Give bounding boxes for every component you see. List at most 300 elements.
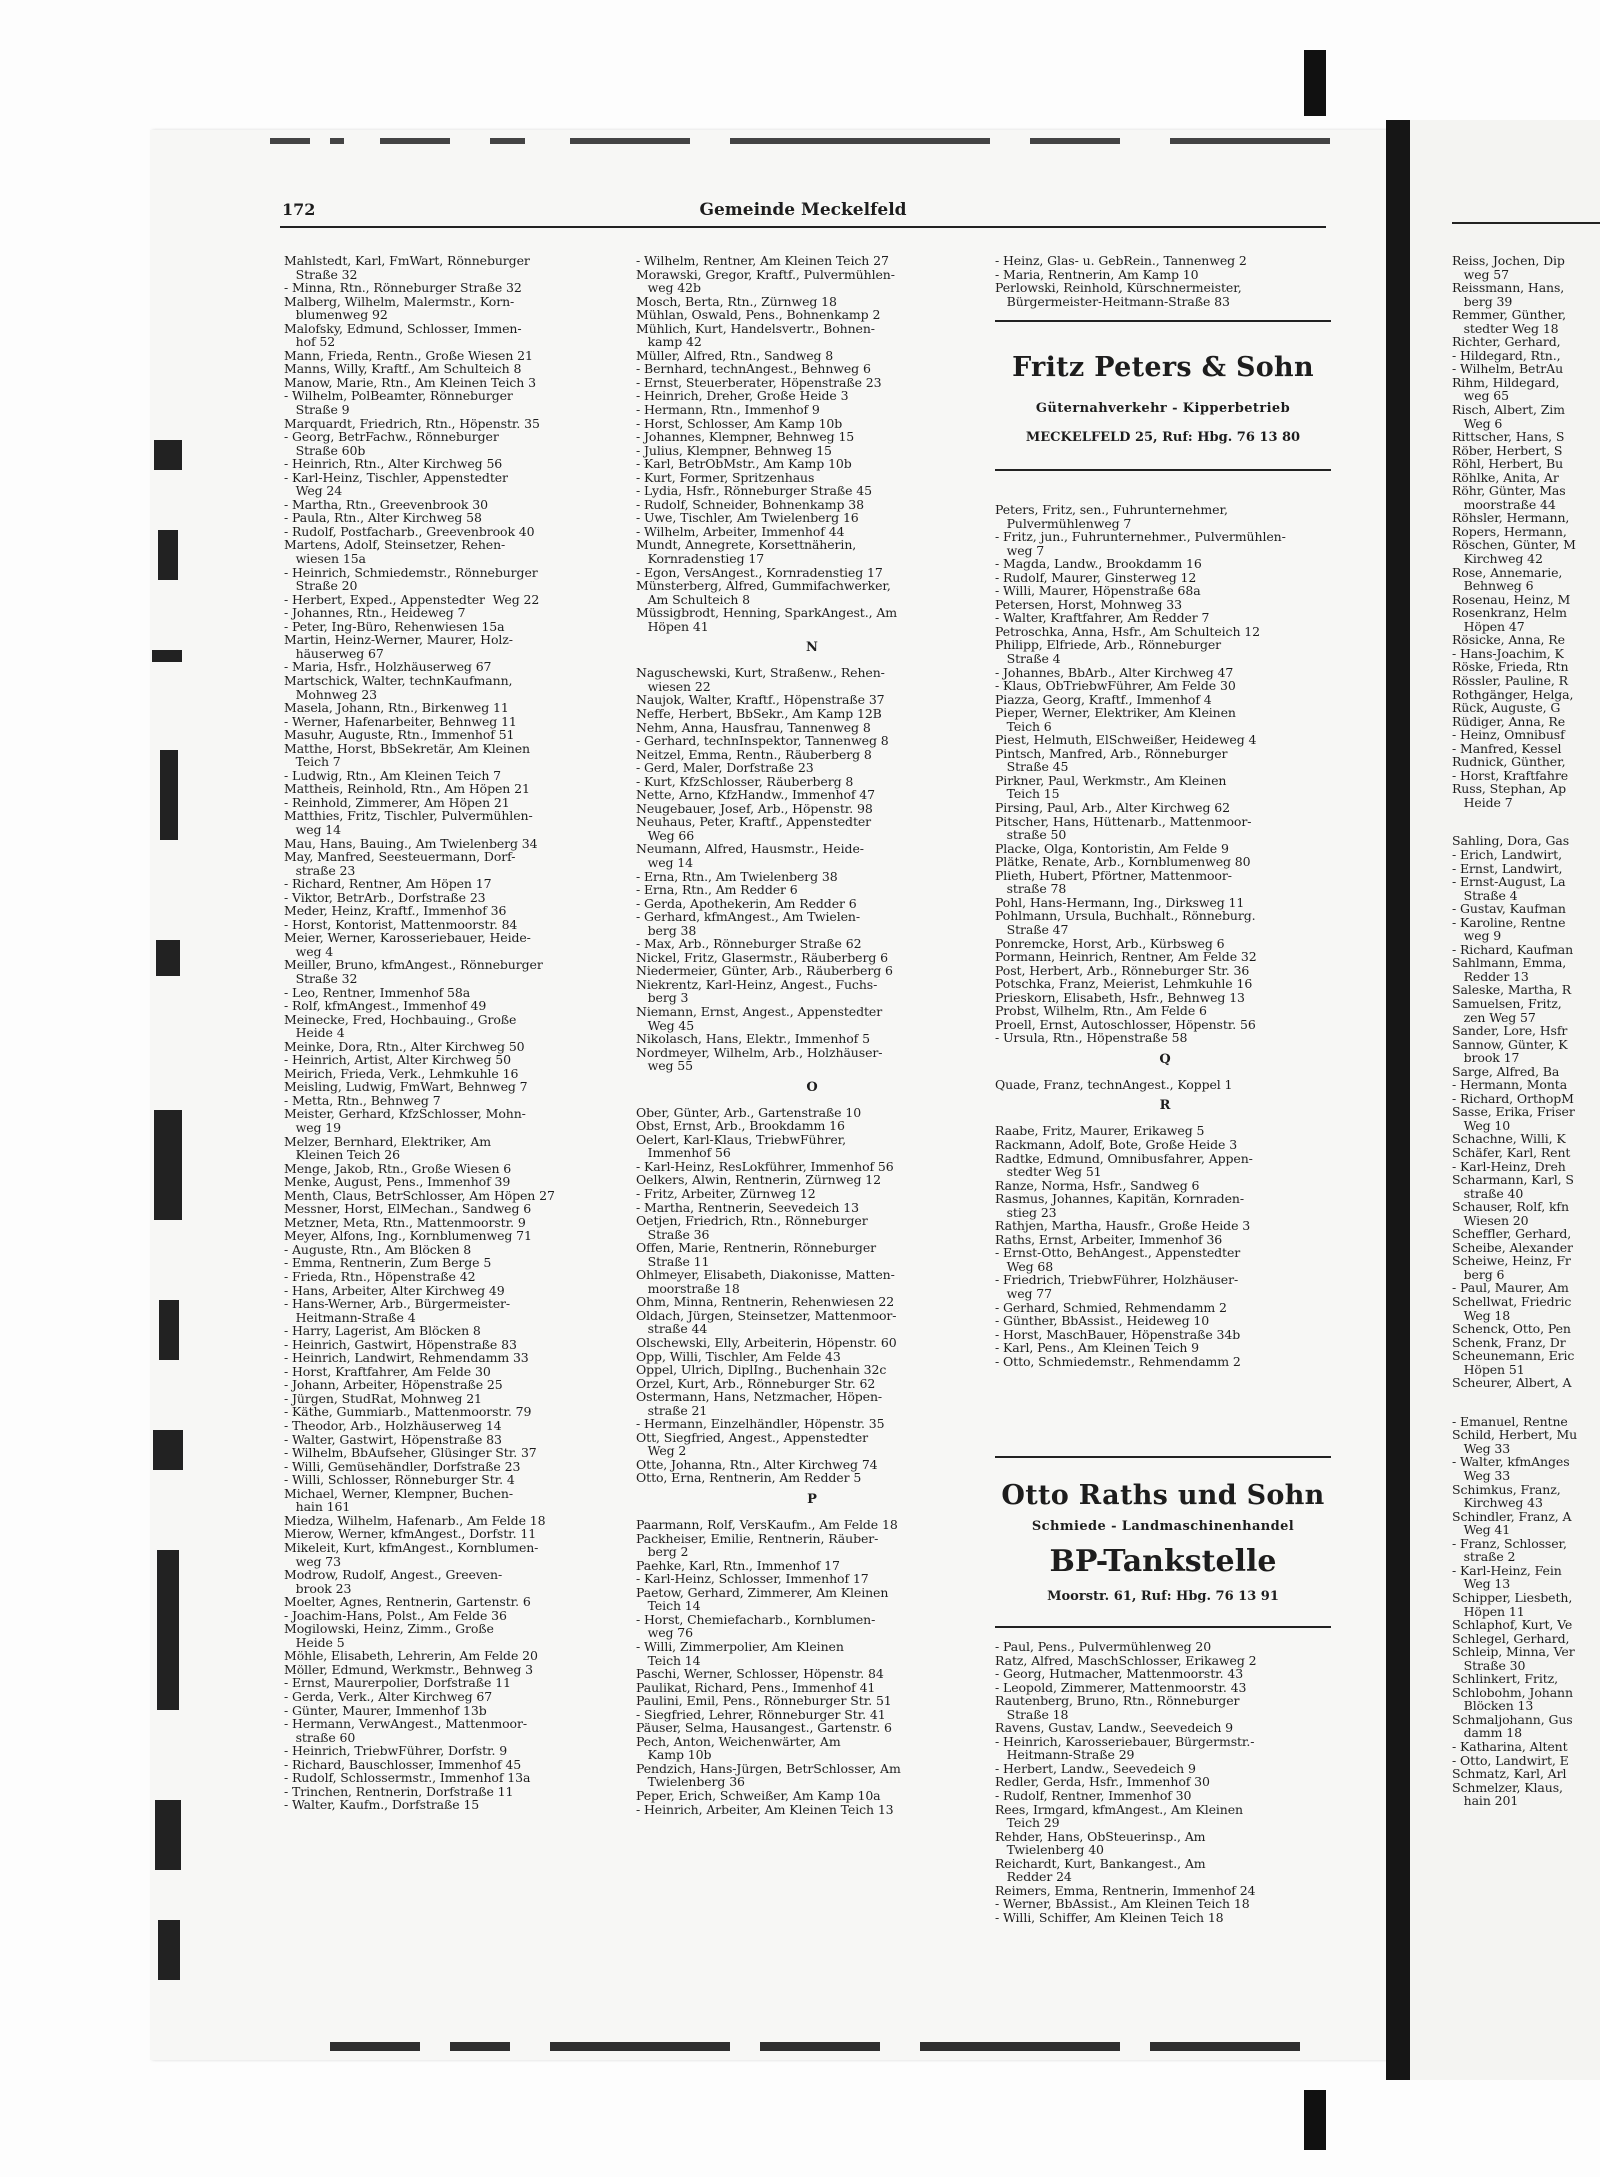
directory-entry: hain 161	[284, 1499, 351, 1515]
directory-entry: - Heinrich, Landwirt, Rehmendamm 33	[284, 1350, 529, 1366]
directory-entry: Neitzel, Emma, Rentn., Räuberberg 8	[636, 746, 872, 762]
directory-entry: Martin, Heinz-Werner, Maurer, Holz-	[284, 632, 513, 648]
directory-entry: - Gerda, Verk., Alter Kirchweg 67	[284, 1688, 493, 1704]
directory-entry: Sander, Lore, Hsfr	[1452, 1023, 1568, 1039]
directory-entry: Scheiwe, Heinz, Fr	[1452, 1253, 1571, 1269]
directory-entry: Ropers, Hermann,	[1452, 523, 1567, 539]
directory-entry: Manow, Marie, Rtn., Am Kleinen Teich 3	[284, 374, 536, 390]
directory-entry: Rackmann, Adolf, Bote, Große Heide 3	[995, 1136, 1238, 1152]
directory-entry: Naguschewski, Kurt, Straßenw., Rehen-	[636, 665, 885, 681]
directory-entry: Offen, Marie, Rentnerin, Rönneburger	[636, 1240, 877, 1256]
directory-entry: - Karl-Heinz, Tischler, Appenstedter	[284, 469, 508, 485]
directory-entry: - Georg, BetrFachw., Rönneburger	[284, 429, 499, 445]
directory-entry: - Wilhelm, BbAufseher, Glüsinger Str. 37	[284, 1445, 537, 1461]
directory-entry: - Richard, Rentner, Am Höpen 17	[284, 876, 492, 892]
directory-entry: Ohm, Minna, Rentnerin, Rehenwiesen 22	[636, 1294, 895, 1310]
directory-entry: Ravens, Gustav, Landw., Seevedeich 9	[995, 1720, 1234, 1736]
directory-entry: Mahlstedt, Karl, FmWart, Rönneburger	[284, 253, 530, 268]
directory-entry: straße 40	[1452, 1185, 1524, 1201]
directory-entry: Marquardt, Friedrich, Rtn., Höpenstr. 35	[284, 415, 540, 431]
directory-entry: weg 7	[995, 542, 1045, 558]
directory-entry: weg 9	[1452, 928, 1502, 944]
directory-entry: Weg 24	[284, 483, 343, 499]
directory-entry: Schenk, Franz, Dr	[1452, 1334, 1566, 1350]
directory-entry: Scheurer, Albert, A	[1452, 1375, 1572, 1391]
section-letter: O	[806, 1079, 818, 1095]
directory-entry: - Gerhard, technInspektor, Tannenweg 8	[636, 733, 889, 749]
directory-entry: Meiller, Bruno, kfmAngest., Rönneburger	[284, 957, 543, 973]
directory-entry: - Heinz, Omnibusf	[1452, 727, 1565, 743]
directory-entry: Malberg, Wilhelm, Malermstr., Korn-	[284, 293, 515, 309]
directory-entry: Höpen 41	[636, 618, 709, 634]
section-letter	[1452, 814, 1600, 826]
directory-entry: - Wilhelm, BetrAu	[1452, 361, 1564, 377]
directory-entry: Meier, Werner, Karosseriebauer, Heide-	[284, 930, 531, 946]
directory-entry: weg 4	[284, 943, 334, 959]
binding-shadow-marks	[150, 420, 188, 2020]
directory-entry: Heitmann-Straße 29	[995, 1747, 1135, 1763]
directory-entry: Oelert, Karl-Klaus, TriebwFührer,	[636, 1131, 847, 1147]
directory-entry: - Theodor, Arb., Holzhäuserweg 14	[284, 1418, 502, 1434]
directory-entry: - Willi, Schlosser, Rönneburger Str. 4	[284, 1472, 515, 1488]
section-letter: P	[807, 1492, 817, 1508]
directory-entry: Peper, Erich, Schweißer, Am Kamp 10a	[636, 1787, 881, 1803]
directory-entry: - Otto, Landwirt, E	[1452, 1752, 1569, 1768]
directory-entry: - Horst, Chemiefacharb., Kornblumen-	[636, 1611, 876, 1627]
directory-entry: weg 76	[636, 1625, 693, 1641]
directory-entry: Schimkus, Franz,	[1452, 1481, 1561, 1497]
directory-entry: Moelter, Agnes, Rentnerin, Gartenstr. 6	[284, 1594, 531, 1610]
directory-entry: stieg 23	[995, 1204, 1057, 1220]
directory-entry: straße 50	[995, 827, 1067, 843]
directory-entry: Manns, Willy, Kraftf., Am Schulteich 8	[284, 361, 522, 377]
directory-entry: Rehder, Hans, ObSteuerinsp., Am	[995, 1828, 1206, 1844]
directory-entry: Reiss, Jochen, Dip	[1452, 254, 1565, 268]
directory-entry: moorstraße 18	[636, 1280, 740, 1296]
directory-entry: - Horst, Kontorist, Mattenmoorstr. 84	[284, 916, 518, 932]
column-3-top	[995, 254, 1335, 308]
directory-entry: - Klaus, ObTriebwFührer, Am Felde 30	[995, 678, 1236, 694]
directory-entry: Sannow, Günter, K	[1452, 1036, 1568, 1052]
directory-entry: Pohlmann, Ursula, Buchhalt., Rönneburg.	[995, 908, 1256, 924]
directory-entry: Piazza, Georg, Kraftf., Immenhof 4	[995, 691, 1212, 707]
directory-entry: - Hermann, Einzelhändler, Höpenstr. 35	[636, 1416, 885, 1432]
directory-entry: - Richard, OrthopM	[1452, 1090, 1574, 1106]
directory-entry: straße 60	[284, 1729, 356, 1745]
directory-entry: Olschewski, Elly, Arbeiterin, Höpenstr. 60	[636, 1335, 897, 1351]
directory-entry: Heide 7	[1452, 794, 1513, 810]
directory-entry: Petroschka, Anna, Hsfr., Am Schulteich 12	[995, 623, 1260, 639]
directory-entry: Orzel, Kurt, Arb., Rönneburger Str. 62	[636, 1375, 876, 1391]
directory-entry: Martschick, Walter, technKaufmann,	[284, 672, 513, 688]
column-3-middle	[995, 503, 1335, 1368]
directory-entry: Perlowski, Reinhold, Kürschnermeister,	[995, 280, 1242, 296]
directory-entry: Teich 7	[284, 754, 341, 770]
directory-entry: Weg 33	[1452, 1468, 1511, 1484]
directory-entry: Höpen 47	[1452, 618, 1525, 634]
directory-entry: - Franz, Schlosser,	[1452, 1535, 1567, 1551]
directory-entry: - Walter, Gastwirt, Höpenstraße 83	[284, 1431, 502, 1447]
directory-entry: wiesen 15a	[284, 551, 366, 567]
directory-entry: Straße 18	[995, 1706, 1069, 1722]
directory-entry: Wiesen 20	[1452, 1212, 1529, 1228]
directory-entry: weg 14	[284, 821, 341, 837]
directory-entry: Remmer, Günther,	[1452, 307, 1566, 323]
directory-entry: - Herbert, Landw., Seevedeich 9	[995, 1760, 1196, 1776]
directory-entry: Straße 32	[284, 266, 358, 282]
directory-entry: Pohl, Hans-Hermann, Ing., Dirksweg 11	[995, 894, 1245, 910]
directory-entry: - Hermann, Rtn., Immenhof 9	[636, 402, 820, 418]
directory-entry: Schlegel, Gerhard,	[1452, 1630, 1570, 1646]
directory-entry: - Siegfried, Lehrer, Rönneburger Str. 41	[636, 1706, 886, 1722]
page-number: 172	[282, 200, 316, 219]
directory-entry: - Heinz, Glas- u. GebRein., Tannenweg 2	[995, 253, 1247, 268]
directory-entry: Schachne, Willi, K	[1452, 1131, 1566, 1147]
directory-entry: Kirchweg 42	[1452, 551, 1543, 567]
directory-entry: berg 39	[1452, 293, 1513, 309]
directory-entry: kamp 42	[636, 334, 702, 350]
directory-entry: Kamp 10b	[636, 1747, 712, 1763]
directory-entry: Heide 5	[284, 1634, 345, 1650]
directory-entry: Pintsch, Manfred, Arb., Rönneburger	[995, 745, 1228, 761]
directory-entry: weg 57	[1452, 266, 1509, 282]
directory-entry: Straße 32	[284, 970, 358, 986]
directory-entry: Schellwat, Friedric	[1452, 1294, 1572, 1310]
directory-entry: Samuelsen, Fritz,	[1452, 995, 1562, 1011]
directory-entry: damm 18	[1452, 1725, 1522, 1741]
directory-entry: - Wilhelm, PolBeamter, Rönneburger	[284, 388, 513, 404]
directory-entry: - Karoline, Rentne	[1452, 914, 1566, 930]
directory-entry: Paarmann, Rolf, VersKaufm., Am Felde 18	[636, 1517, 898, 1533]
ad-business-type: Schmiede - Landmaschinenhandel	[1031, 1519, 1295, 1534]
directory-entry: - Hermann, Monta	[1452, 1077, 1568, 1093]
directory-entry: Meder, Heinz, Kraftf., Immenhof 36	[284, 903, 507, 919]
directory-entry: Mohnweg 23	[284, 686, 378, 702]
directory-entry: Straße 60b	[284, 442, 366, 458]
directory-entry: - Leo, Rentner, Immenhof 58a	[284, 984, 471, 1000]
top-edge-marks	[270, 138, 1370, 146]
directory-entry: Redder 13	[1452, 968, 1529, 984]
directory-entry: Höpen 51	[1452, 1361, 1525, 1377]
directory-entry: - Metta, Rtn., Behnweg 7	[284, 1092, 441, 1108]
scan-marker-bottom	[1304, 2090, 1326, 2150]
directory-entry: Straße 45	[995, 759, 1069, 775]
directory-entry: - Wilhelm, Arbeiter, Immenhof 44	[636, 523, 845, 539]
ad-divider-bottom	[995, 1626, 1331, 1628]
directory-entry: Rösicke, Anna, Re	[1452, 632, 1565, 648]
directory-entry: Schmelzer, Klaus,	[1452, 1779, 1563, 1795]
directory-entry: Pirsing, Paul, Arb., Alter Kirchweg 62	[995, 800, 1230, 816]
directory-entry: Menth, Claus, BetrSchlosser, Am Höpen 27	[284, 1187, 555, 1203]
directory-entry: Müssigbrodt, Henning, SparkAngest., Am	[636, 605, 898, 621]
directory-entry: - Ursula, Rtn., Höpenstraße 58	[995, 1030, 1188, 1046]
directory-entry: Nehm, Anna, Hausfrau, Tannenweg 8	[636, 719, 871, 735]
directory-entry: Radtke, Edmund, Omnibusfahrer, Appen-	[995, 1150, 1253, 1166]
directory-entry: Matthies, Fritz, Tischler, Pulvermühlen-	[284, 808, 533, 824]
directory-entry: - Paul, Pens., Pulvermühlenweg 20	[995, 1639, 1212, 1654]
directory-entry: Placke, Olga, Kontoristin, Am Felde 9	[995, 840, 1229, 856]
column-2	[636, 254, 988, 1816]
directory-entry: Sahling, Dora, Gas	[1452, 833, 1570, 849]
directory-entry: - Ernst, Landwirt,	[1452, 860, 1563, 876]
directory-entry: - Willi, Gemüsehändler, Dorfstraße 23	[284, 1458, 521, 1474]
directory-entry: - Heinrich, Schmiedemstr., Rönneburger	[284, 564, 538, 580]
directory-entry: Mogilowski, Heinz, Zimm., Große	[284, 1621, 494, 1637]
directory-entry: Mosch, Berta, Rtn., Zürnweg 18	[636, 293, 837, 309]
directory-entry: Neffe, Herbert, BbSekr., Am Kamp 12B	[636, 705, 882, 721]
directory-entry: Mühlan, Oswald, Pens., Bohnenkamp 2	[636, 307, 881, 323]
directory-entry: Sahlmann, Emma,	[1452, 955, 1567, 971]
directory-entry: Scheunemann, Eric	[1452, 1348, 1575, 1364]
directory-entry: - Viktor, BetrArb., Dorfstraße 23	[284, 889, 486, 905]
directory-entry: Rosenau, Heinz, M	[1452, 591, 1571, 607]
directory-entry: Höpen 11	[1452, 1603, 1525, 1619]
directory-entry: - Kurt, KfzSchlosser, Räuberberg 8	[636, 773, 854, 789]
ad-address-phone: Moorstr. 61, Ruf: Hbg. 76 13 91	[1047, 1589, 1279, 1604]
directory-entry: Heide 4	[284, 1025, 345, 1041]
directory-entry: - Ernst, Steuerberater, Höpenstraße 23	[636, 374, 882, 390]
directory-entry: Obst, Ernst, Arb., Brookdamm 16	[636, 1118, 845, 1134]
directory-entry: Schlobohm, Johann	[1452, 1684, 1573, 1700]
directory-entry: Mikeleit, Kurt, kfmAngest., Kornblumen-	[284, 1539, 539, 1555]
directory-entry: Ott, Siegfried, Angest., Appenstedter	[636, 1429, 868, 1445]
directory-entry: Kleinen Teich 26	[284, 1147, 400, 1163]
directory-entry: Schmatz, Karl, Arl	[1452, 1766, 1567, 1782]
directory-entry: Weg 68	[995, 1258, 1054, 1274]
directory-entry: Oldach, Jürgen, Steinsetzer, Mattenmoor-	[636, 1307, 897, 1323]
directory-entry: Straße 47	[995, 921, 1069, 937]
directory-entry: weg 14	[636, 854, 693, 870]
directory-entry: hof 52	[284, 334, 336, 350]
directory-entry: Weg 13	[1452, 1576, 1511, 1592]
directory-entry: Rees, Irmgard, kfmAngest., Am Kleinen	[995, 1801, 1243, 1817]
directory-entry: - Karl, BetrObMstr., Am Kamp 10b	[636, 456, 852, 472]
directory-entry: - Karl-Heinz, Fein	[1452, 1562, 1562, 1578]
directory-entry: Scheffler, Gerhard,	[1452, 1226, 1572, 1242]
directory-entry: - Karl-Heinz, ResLokführer, Immenhof 56	[636, 1158, 894, 1174]
directory-entry: Pendzich, Hans-Jürgen, BetrSchlosser, Am	[636, 1760, 901, 1776]
directory-entry: Plieth, Hubert, Pförtner, Mattenmoor-	[995, 867, 1232, 883]
directory-entry: Plätke, Renate, Arb., Kornblumenweg 80	[995, 854, 1251, 870]
directory-entry: Reissmann, Hans,	[1452, 280, 1565, 296]
directory-entry: Straße 11	[636, 1253, 710, 1269]
directory-entry: Münsterberg, Alfred, Gummifachwerker,	[636, 578, 891, 594]
directory-entry: Pormann, Heinrich, Rentner, Am Felde 32	[995, 949, 1257, 965]
directory-entry: - Frieda, Rtn., Höpenstraße 42	[284, 1269, 476, 1285]
facing-page-header-rule	[1452, 222, 1600, 224]
directory-entry: - Heinrich, Dreher, Große Heide 3	[636, 388, 849, 404]
directory-entry: straße 44	[636, 1321, 708, 1337]
directory-entry: Proell, Ernst, Autoschlosser, Höpenstr. 56	[995, 1016, 1256, 1032]
directory-entry: Schlaphof, Kurt, Ve	[1452, 1617, 1573, 1633]
directory-entry: Meinke, Dora, Rtn., Alter Kirchweg 50	[284, 1038, 525, 1054]
directory-entry: weg 19	[284, 1120, 341, 1135]
directory-entry: - Günther, BbAssist., Heideweg 10	[995, 1313, 1210, 1329]
directory-entry: Schild, Herbert, Mu	[1452, 1427, 1578, 1443]
directory-entry: Redler, Gerda, Hsfr., Immenhof 30	[995, 1774, 1210, 1790]
directory-entry: Röhl, Herbert, Bu	[1452, 456, 1564, 472]
directory-entry: - Fritz, jun., Fuhrunternehmer., Pulvermühlen-	[995, 529, 1286, 545]
directory-entry: Mattheis, Reinhold, Rtn., Am Höpen 21	[284, 781, 530, 797]
directory-entry: Ranze, Norma, Hsfr., Sandweg 6	[995, 1177, 1200, 1193]
directory-entry: Schäfer, Karl, Rent	[1452, 1145, 1571, 1160]
section-letter	[1452, 1395, 1600, 1407]
directory-entry: - Joachim-Hans, Polst., Am Felde 36	[284, 1607, 507, 1623]
directory-entry: Schipper, Liesbeth,	[1452, 1589, 1573, 1605]
directory-entry: Ober, Günter, Arb., Gartenstraße 10	[636, 1104, 862, 1120]
directory-entry: - Heinrich, TriebwFührer, Dorfstr. 9	[284, 1743, 508, 1759]
directory-entry: Röhsler, Hermann,	[1452, 510, 1570, 526]
directory-entry: - Ernst-August, La	[1452, 874, 1566, 890]
directory-entry: - Maria, Hsfr., Holzhäuserweg 67	[284, 659, 492, 675]
directory-entry: - Gustav, Kaufman	[1452, 901, 1566, 917]
directory-entry: Mau, Hans, Bauing., Am Twielenberg 34	[284, 835, 538, 851]
directory-entry: - Hermann, VerwAngest., Mattenmoor-	[284, 1716, 527, 1732]
directory-entry: Weg 45	[636, 1017, 695, 1033]
directory-entry: moorstraße 44	[1452, 496, 1556, 512]
book-gutter	[1386, 120, 1410, 2080]
directory-entry: Raths, Ernst, Arbeiter, Immenhof 36	[995, 1231, 1223, 1247]
bottom-edge-marks	[330, 2040, 1360, 2054]
directory-entry: Schleip, Minna, Ver	[1452, 1644, 1575, 1660]
directory-entry: - Jürgen, StudRat, Mohnweg 21	[284, 1390, 482, 1406]
directory-entry: Probst, Wilhelm, Rtn., Am Felde 6	[995, 1003, 1207, 1019]
directory-entry: - Fritz, Arbeiter, Zürnweg 12	[636, 1186, 816, 1201]
directory-entry: Ohlmeyer, Elisabeth, Diakonisse, Matten-	[636, 1267, 895, 1283]
directory-entry: - Walter, kfmAnges	[1452, 1454, 1570, 1470]
directory-entry: Menke, August, Pens., Immenhof 39	[284, 1174, 511, 1190]
directory-entry: Weg 2	[636, 1443, 687, 1459]
directory-entry: - Rudolf, Schlossermstr., Immenhof 13a	[284, 1770, 531, 1786]
directory-entry: - Richard, Bauschlosser, Immenhof 45	[284, 1756, 522, 1772]
section-letter: Q	[1159, 1051, 1171, 1067]
ad-company-name: Otto Raths und Sohn	[1001, 1480, 1325, 1511]
directory-entry: weg 55	[636, 1058, 693, 1074]
directory-entry: straße 78	[995, 881, 1067, 897]
directory-entry: Twielenberg 36	[636, 1774, 745, 1790]
directory-entry: Ratz, Alfred, MaschSchlosser, Erikaweg 2	[995, 1652, 1257, 1668]
directory-entry: Otto, Erna, Rentnerin, Am Redder 5	[636, 1470, 862, 1486]
directory-entry: Weg 18	[1452, 1307, 1511, 1323]
directory-entry: Rasmus, Johannes, Kapitän, Kornraden-	[995, 1191, 1244, 1207]
directory-entry: - Hans-Joachim, K	[1452, 645, 1564, 661]
directory-entry: Piest, Helmuth, ElSchweißer, Heideweg 4	[995, 732, 1257, 748]
directory-entry: Rudnick, Günther,	[1452, 754, 1566, 770]
directory-entry: Petersen, Horst, Mohnweg 33	[995, 596, 1182, 612]
directory-entry: Rüdiger, Anna, Re	[1452, 713, 1566, 729]
directory-entry: Möller, Edmund, Werkmstr., Behnweg 3	[284, 1661, 533, 1677]
directory-entry: - Martha, Rentnerin, Seevedeich 13	[636, 1199, 859, 1215]
directory-entry: - Erna, Rtn., Am Twielenberg 38	[636, 868, 838, 884]
directory-entry: - Heinrich, Karosseriebauer, Bürgermstr.-	[995, 1733, 1255, 1749]
directory-entry: - Horst, MaschBauer, Höpenstraße 34b	[995, 1326, 1241, 1342]
ad-address-phone: MECKELFELD 25, Ruf: Hbg. 76 13 80	[1025, 430, 1301, 445]
directory-entry: Ponremcke, Horst, Arb., Kürbsweg 6	[995, 935, 1225, 951]
directory-entry: Rück, Auguste, G	[1452, 700, 1561, 716]
directory-entry: Menge, Jakob, Rtn., Große Wiesen 6	[284, 1160, 512, 1176]
directory-entry: Pulvermühlenweg 7	[995, 515, 1132, 531]
directory-entry: Schindler, Franz, A	[1452, 1508, 1572, 1524]
directory-entry: Raabe, Fritz, Maurer, Erikaweg 5	[995, 1123, 1205, 1139]
directory-entry: Straße 4	[995, 651, 1061, 667]
directory-entry: Meisling, Ludwig, FmWart, Behnweg 7	[284, 1079, 528, 1095]
directory-entry: Weg 10	[1452, 1117, 1511, 1133]
directory-entry: - Willi, Schiffer, Am Kleinen Teich 18	[995, 1909, 1224, 1925]
directory-entry: Heitmann-Straße 4	[284, 1309, 416, 1325]
directory-entry: Weg 6	[1452, 415, 1503, 431]
directory-entry: Twielenberg 40	[995, 1842, 1104, 1858]
directory-entry: Meirich, Frieda, Verk., Lehmkuhle 16	[284, 1065, 519, 1081]
directory-entry: - Lydia, Hsfr., Rönneburger Straße 45	[636, 483, 872, 499]
directory-entry: weg 77	[995, 1285, 1052, 1301]
directory-entry: Packheiser, Emilie, Rentnerin, Räuber-	[636, 1530, 879, 1546]
directory-entry: Matthe, Horst, BbSekretär, Am Kleinen	[284, 740, 530, 756]
directory-entry: Otte, Johanna, Rtn., Alter Kirchweg 74	[636, 1456, 878, 1472]
facing-page-column	[1452, 254, 1600, 1808]
directory-entry: - Rudolf, Rentner, Immenhof 30	[995, 1788, 1192, 1804]
directory-entry: Kornradenstieg 17	[636, 551, 765, 567]
directory-entry: Straße 30	[1452, 1657, 1526, 1673]
directory-entry: brook 17	[1452, 1050, 1520, 1066]
directory-entry: Päuser, Selma, Hausangest., Gartenstr. 6	[636, 1720, 892, 1736]
directory-entry: Melzer, Bernhard, Elektriker, Am	[284, 1133, 492, 1149]
directory-entry: - Hildegard, Rtn.,	[1452, 347, 1561, 363]
directory-entry: - Emanuel, Rentne	[1452, 1413, 1568, 1429]
directory-entry: - Willi, Maurer, Höpenstraße 68a	[995, 583, 1201, 599]
directory-entry: weg 42b	[636, 280, 701, 296]
directory-entry: Reichardt, Kurt, Bankangest., Am	[995, 1855, 1206, 1871]
directory-entry: Straße 9	[284, 402, 350, 418]
directory-entry: Teich 29	[995, 1815, 1060, 1831]
directory-entry: Möhle, Elisabeth, Lehrerin, Am Felde 20	[284, 1648, 538, 1664]
directory-entry: Niekrentz, Karl-Heinz, Angest., Fuchs-	[636, 976, 878, 992]
directory-entry: Pitscher, Hans, Hüttenarb., Mattenmoor-	[995, 813, 1252, 829]
directory-entry: zen Weg 57	[1452, 1009, 1536, 1025]
directory-entry: Russ, Stephan, Ap	[1452, 781, 1567, 797]
directory-entry: - Johann, Arbeiter, Höpenstraße 25	[284, 1377, 503, 1393]
directory-entry: Neumann, Alfred, Hausmstr., Heide-	[636, 841, 864, 857]
directory-entry: - Johannes, Klempner, Behnweg 15	[636, 429, 855, 445]
directory-entry: - Otto, Schmiedemstr., Rehmendamm 2	[995, 1353, 1241, 1369]
directory-entry: - Horst, Schlosser, Am Kamp 10b	[636, 415, 843, 431]
directory-entry: Nikolasch, Hans, Elektr., Immenhof 5	[636, 1031, 870, 1047]
directory-entry: Müller, Alfred, Rtn., Sandweg 8	[636, 347, 834, 363]
directory-entry: - Emma, Rentnerin, Zum Berge 5	[284, 1255, 492, 1271]
directory-entry: Röber, Herbert, S	[1452, 442, 1563, 458]
ad-divider-top	[995, 1456, 1331, 1458]
directory-entry: - Kurt, Former, Spritzenhaus	[636, 469, 815, 485]
directory-entry: Saleske, Martha, R	[1452, 982, 1572, 998]
directory-entry: Quade, Franz, technAngest., Koppel 1	[995, 1076, 1233, 1092]
directory-entry: - Gerhard, Schmied, Rehmendamm 2	[995, 1299, 1227, 1315]
scan-marker-top	[1304, 50, 1326, 116]
directory-entry: - Manfred, Kessel	[1452, 740, 1562, 756]
directory-entry: Masela, Johann, Rtn., Birkenweg 11	[284, 700, 509, 716]
directory-entry: Miedza, Wilhelm, Hafenarb., Am Felde 18	[284, 1512, 546, 1528]
directory-entry: Nette, Arno, KfzHandw., Immenhof 47	[636, 787, 876, 803]
directory-entry: straße 2	[1452, 1549, 1516, 1565]
directory-entry: - Horst, Kraftfahrer, Am Felde 30	[284, 1363, 491, 1379]
directory-entry: - Paula, Rtn., Alter Kirchweg 58	[284, 510, 482, 526]
directory-entry: Risch, Albert, Zim	[1452, 402, 1565, 418]
directory-entry: - Martha, Rtn., Greevenbrook 30	[284, 496, 488, 512]
directory-entry: Reimers, Emma, Rentnerin, Immenhof 24	[995, 1882, 1256, 1898]
directory-entry: Rössler, Pauline, R	[1452, 672, 1568, 688]
directory-entry: berg 3	[636, 990, 689, 1006]
directory-entry: - Karl, Pens., Am Kleinen Teich 9	[995, 1340, 1200, 1356]
page-header	[280, 200, 1326, 228]
ad-otto-raths	[995, 1456, 1331, 1628]
